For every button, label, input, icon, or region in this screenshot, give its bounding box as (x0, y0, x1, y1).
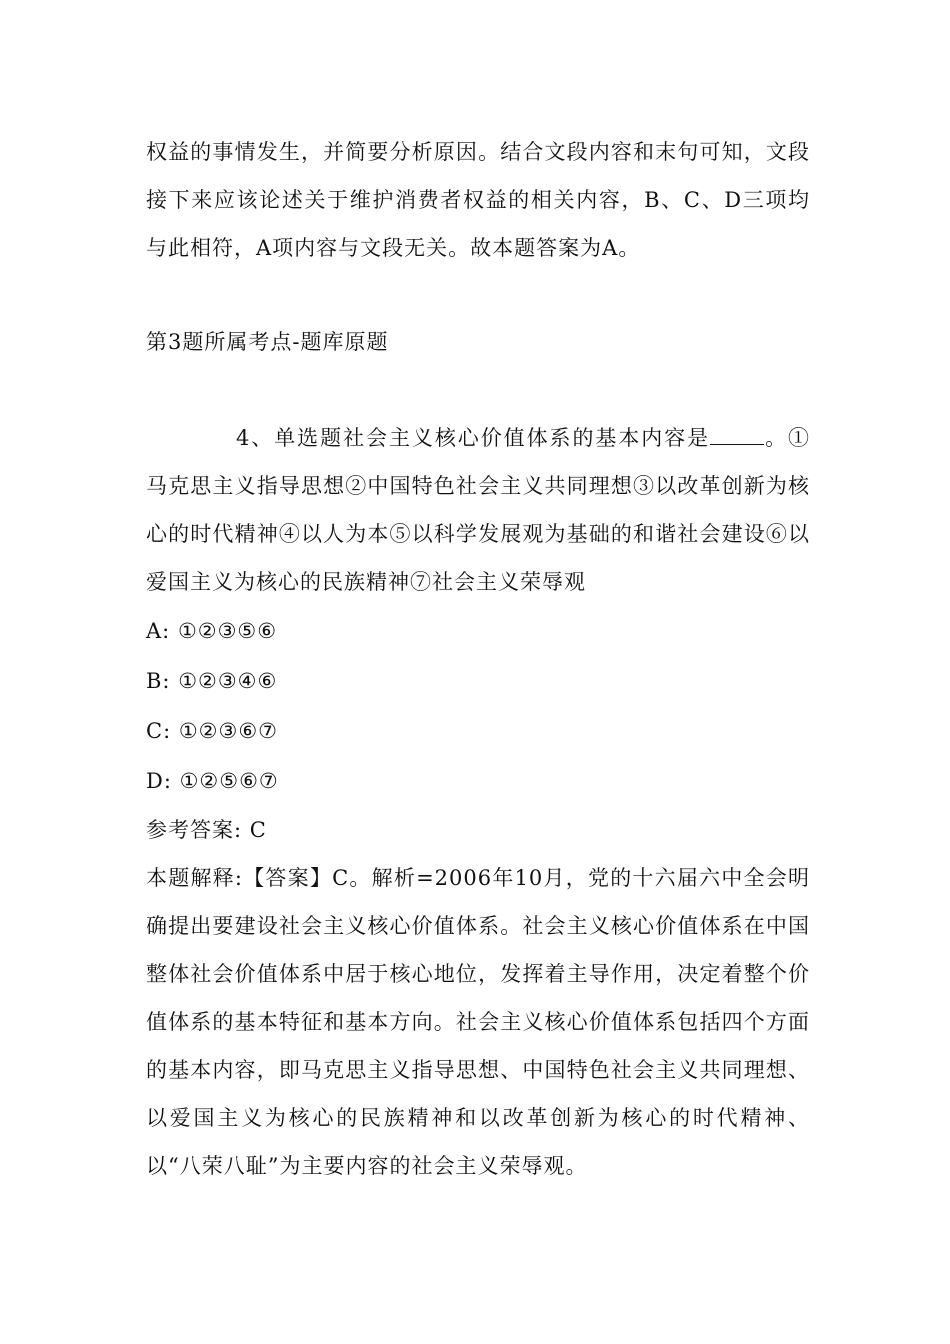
question-suffix: 。①马克思主义指导思想②中国特色社会主义共同理想③以改革创新为核心的时代精神④以人为本⑤以科学发展观为基础的和谐社会建设⑥以爱国主义为核心的民族精神⑦社会主义荣辱观 (146, 426, 811, 594)
option-label: C: (146, 719, 172, 743)
option-text: ①②③⑤⑥ (177, 619, 278, 643)
answer-blank (710, 426, 764, 445)
option-text: ①②③⑥⑦ (178, 719, 278, 743)
question-prefix: 4、单选题社会主义核心价值体系的基本内容是 (236, 426, 711, 450)
reference-answer: 参考答案: C (146, 818, 267, 842)
section-tag: 第3题所属考点-题库原题 (146, 330, 389, 354)
option-label: A: (146, 619, 171, 643)
previous-explanation: 权益的事情发生，并简要分析原因。结合文段内容和末句可知，文段接下来应该论述关于维护消费者权益的相关内容，B、C、D三项均与此相符，A项内容与文段无关。故本题答案为A。 (146, 140, 810, 260)
option-text: ①②③④⑥ (178, 669, 278, 693)
option-label: B: (146, 669, 171, 693)
option-text: ①②⑤⑥⑦ (179, 769, 279, 793)
option-c (146, 706, 810, 756)
option-a (146, 606, 810, 656)
spacer (146, 272, 810, 318)
option-label: D: (146, 769, 172, 793)
spacer (146, 366, 810, 414)
answer-explanation: 本题解释:【答案】C。解析=2006年10月，党的十六届六中全会明确提出要建设社会主义核心价值体系。社会主义核心价值体系在中国整体社会价值体系中居于核心地位，发挥着主导作用，决定着整个价值体系的基本特征和基本方向。社会主义核心价值体系包括四个方面的基本内容，即马克思主义指导思想、中国特色社会主义共同理想、以爱国主义为核心的民族精神和以改革创新为核心的时代精神、以“八荣八耻”为主要内容的社会主义荣辱观。 (146, 866, 810, 1178)
option-d (146, 756, 810, 806)
document-page (146, 128, 810, 1190)
option-b (146, 656, 810, 706)
question-text (146, 414, 810, 606)
